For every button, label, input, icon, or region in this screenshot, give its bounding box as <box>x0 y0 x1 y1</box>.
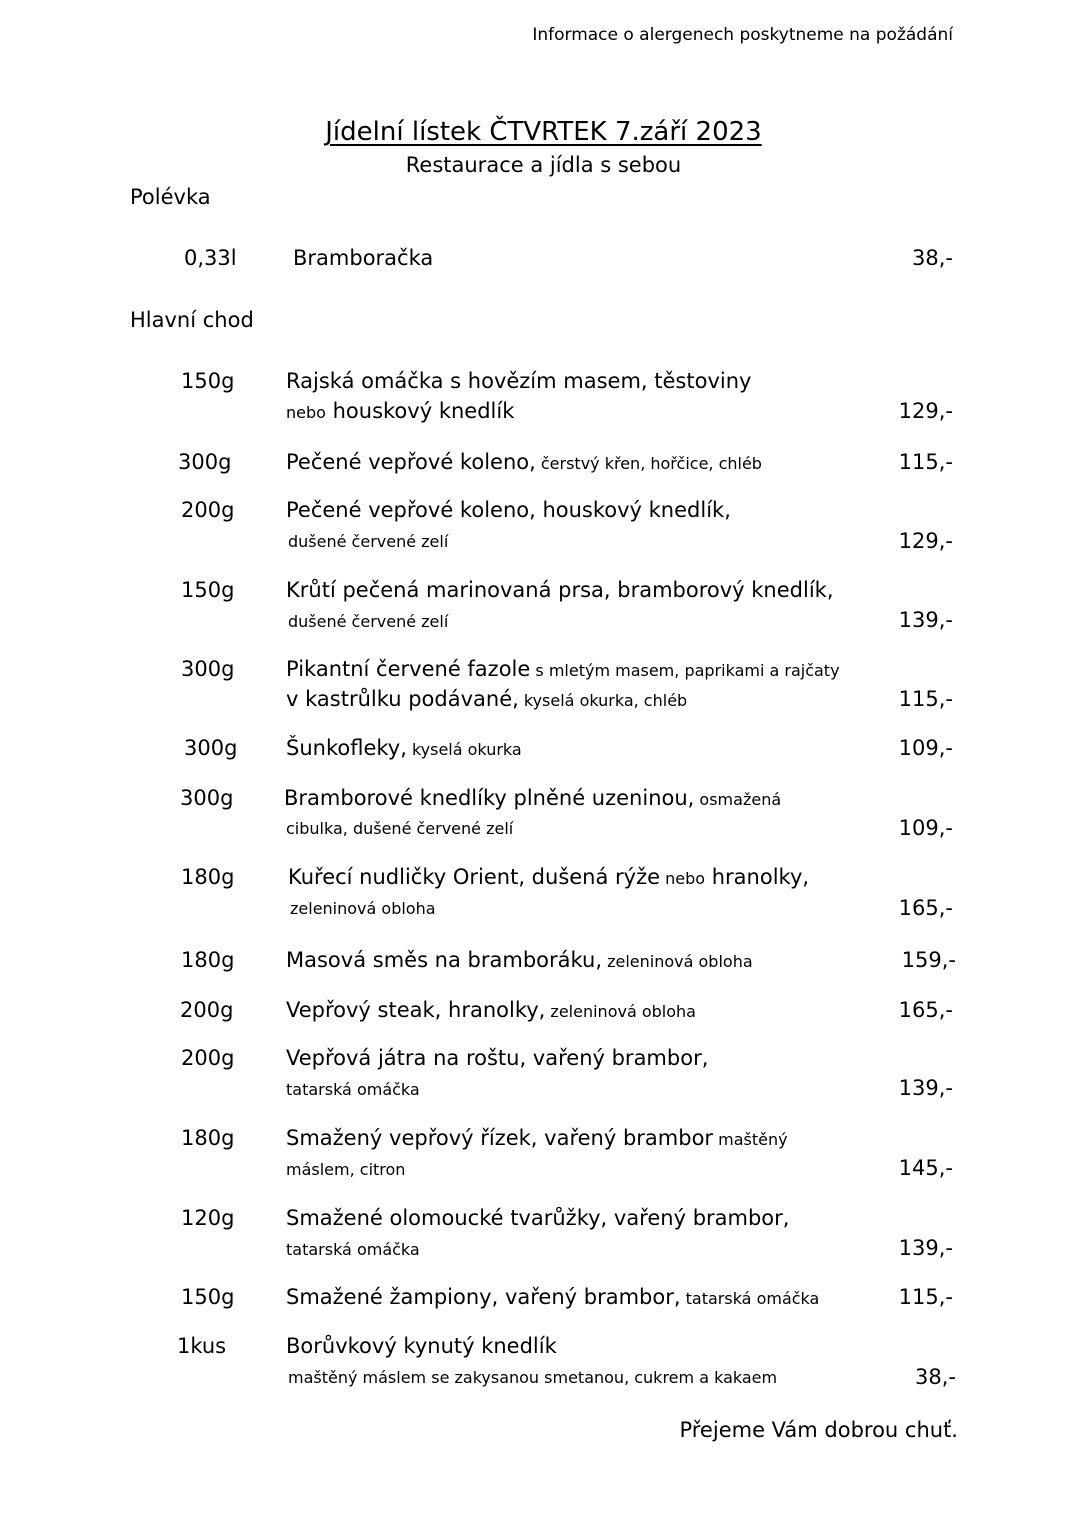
item-line1 <box>286 450 762 474</box>
item-name: Vepřová játra na roštu, vařený brambor, <box>286 1046 709 1070</box>
item-line1 <box>286 998 696 1022</box>
item-side: cibulka, dušené červené zelí <box>286 819 514 838</box>
menu-subtitle: Restaurace a jídla s sebou <box>405 153 682 177</box>
item-weight: 1kus <box>177 1334 227 1358</box>
item-side: tatarská omáčka <box>286 1240 420 1259</box>
item-price: 145,- <box>898 1156 953 1180</box>
item-weight: 300g <box>180 786 234 810</box>
item-name: Vepřový steak, hranolky, <box>286 998 546 1022</box>
closing-note: Přejeme Vám dobrou chuť. <box>679 1418 958 1442</box>
item-weight: 180g <box>181 1126 235 1150</box>
menu-title-text: Jídelní lístek ČTVRTEK 7.září 2023 <box>325 117 762 147</box>
item-side-main: houskový knedlík <box>325 399 515 423</box>
allergen-note: Informace o alergenech poskytneme na požádání <box>532 25 953 45</box>
item-price: 109,- <box>898 736 953 760</box>
item-name: Kuřecí nudličky Orient, dušená rýže <box>288 865 661 889</box>
item-price: 129,- <box>898 529 953 553</box>
item-line1 <box>288 865 809 889</box>
item-side: zeleninová obloha <box>602 952 753 971</box>
item-weight: 150g <box>181 369 235 393</box>
item-line2 <box>286 399 514 423</box>
item-price: 165,- <box>898 998 953 1022</box>
item-price: 38,- <box>915 1365 956 1389</box>
item-weight: 300g <box>178 450 232 474</box>
item-weight: 150g <box>181 1285 235 1309</box>
item-line1 <box>286 1285 819 1309</box>
item-side: tatarská omáčka <box>286 1080 420 1099</box>
item-name: Pikantní červené fazole <box>286 657 531 681</box>
item-price: 165,- <box>898 896 953 920</box>
item-side: dušené červené zelí <box>288 532 449 551</box>
item-price: 109,- <box>898 816 953 840</box>
item-side: maštěný <box>713 1130 788 1149</box>
item-side: zeleninová obloha <box>545 1002 696 1021</box>
item-weight: 300g <box>184 736 238 760</box>
soup-weight: 0,33l <box>184 246 237 270</box>
item-side: osmažená <box>694 790 782 809</box>
item-side: nebo <box>660 869 706 888</box>
item-name: Smažené olomoucké tvarůžky, vařený brambor, <box>286 1206 790 1230</box>
item-name: Smažený vepřový řízek, vařený brambor <box>286 1126 714 1150</box>
item-name: Šunkofleky, <box>286 736 407 760</box>
item-price: 115,- <box>898 450 953 474</box>
item-side: zeleninová obloha <box>290 899 436 918</box>
item-price: 115,- <box>898 1285 953 1309</box>
item-name: Rajská omáčka s hovězím masem, těstoviny <box>286 369 752 393</box>
item-price: 129,- <box>898 399 953 423</box>
item-name-cont: hranolky, <box>705 865 810 889</box>
item-weight: 180g <box>181 865 235 889</box>
item-side: maštěný máslem se zakysanou smetanou, cukrem a kakaem <box>288 1368 778 1387</box>
item-line1 <box>284 786 781 810</box>
item-price: 159,- <box>901 948 956 972</box>
item-weight: 300g <box>181 657 235 681</box>
item-weight: 120g <box>181 1206 235 1230</box>
item-side: s mletým masem, paprikami a rajčaty <box>530 661 840 680</box>
item-side: čerstvý křen, hořčice, chléb <box>535 454 762 473</box>
item-name: Bramborové knedlíky plněné uzeninou, <box>284 786 695 810</box>
item-weight: 200g <box>180 998 234 1022</box>
item-price: 115,- <box>898 687 953 711</box>
item-name: Masová směs na bramboráku, <box>286 948 603 972</box>
menu-title <box>0 117 1087 147</box>
item-name: Krůtí pečená marinovaná prsa, bramborový knedlík, <box>286 578 834 602</box>
item-name: Pečené vepřové koleno, <box>286 450 536 474</box>
item-price: 139,- <box>898 608 953 632</box>
soup-price: 38,- <box>912 246 953 270</box>
item-weight: 180g <box>181 948 235 972</box>
item-weight: 150g <box>181 578 235 602</box>
item-name-cont: v kastrůlku podávané, <box>286 687 519 711</box>
item-line1 <box>286 657 840 681</box>
item-weight: 200g <box>181 1046 235 1070</box>
item-line1 <box>286 1126 788 1150</box>
item-side: kyselá okurka, chléb <box>518 691 688 710</box>
item-price: 139,- <box>898 1236 953 1260</box>
item-name: Borůvkový kynutý knedlík <box>286 1334 557 1358</box>
item-line2 <box>286 687 687 711</box>
item-side: tatarská omáčka <box>680 1289 820 1308</box>
soup-name: Bramboračka <box>293 246 434 270</box>
section-heading-soup: Polévka <box>130 185 211 209</box>
item-line1 <box>286 736 522 760</box>
item-side: nebo <box>286 403 326 422</box>
item-name: Pečené vepřové koleno, houskový knedlík, <box>286 498 731 522</box>
item-line1 <box>286 948 753 972</box>
item-side: dušené červené zelí <box>288 612 449 631</box>
item-name: Smažené žampiony, vařený brambor, <box>286 1285 681 1309</box>
item-price: 139,- <box>898 1076 953 1100</box>
item-weight: 200g <box>181 498 235 522</box>
item-side: máslem, citron <box>286 1160 406 1179</box>
item-side: kyselá okurka <box>406 740 522 759</box>
section-heading-main: Hlavní chod <box>130 308 254 332</box>
